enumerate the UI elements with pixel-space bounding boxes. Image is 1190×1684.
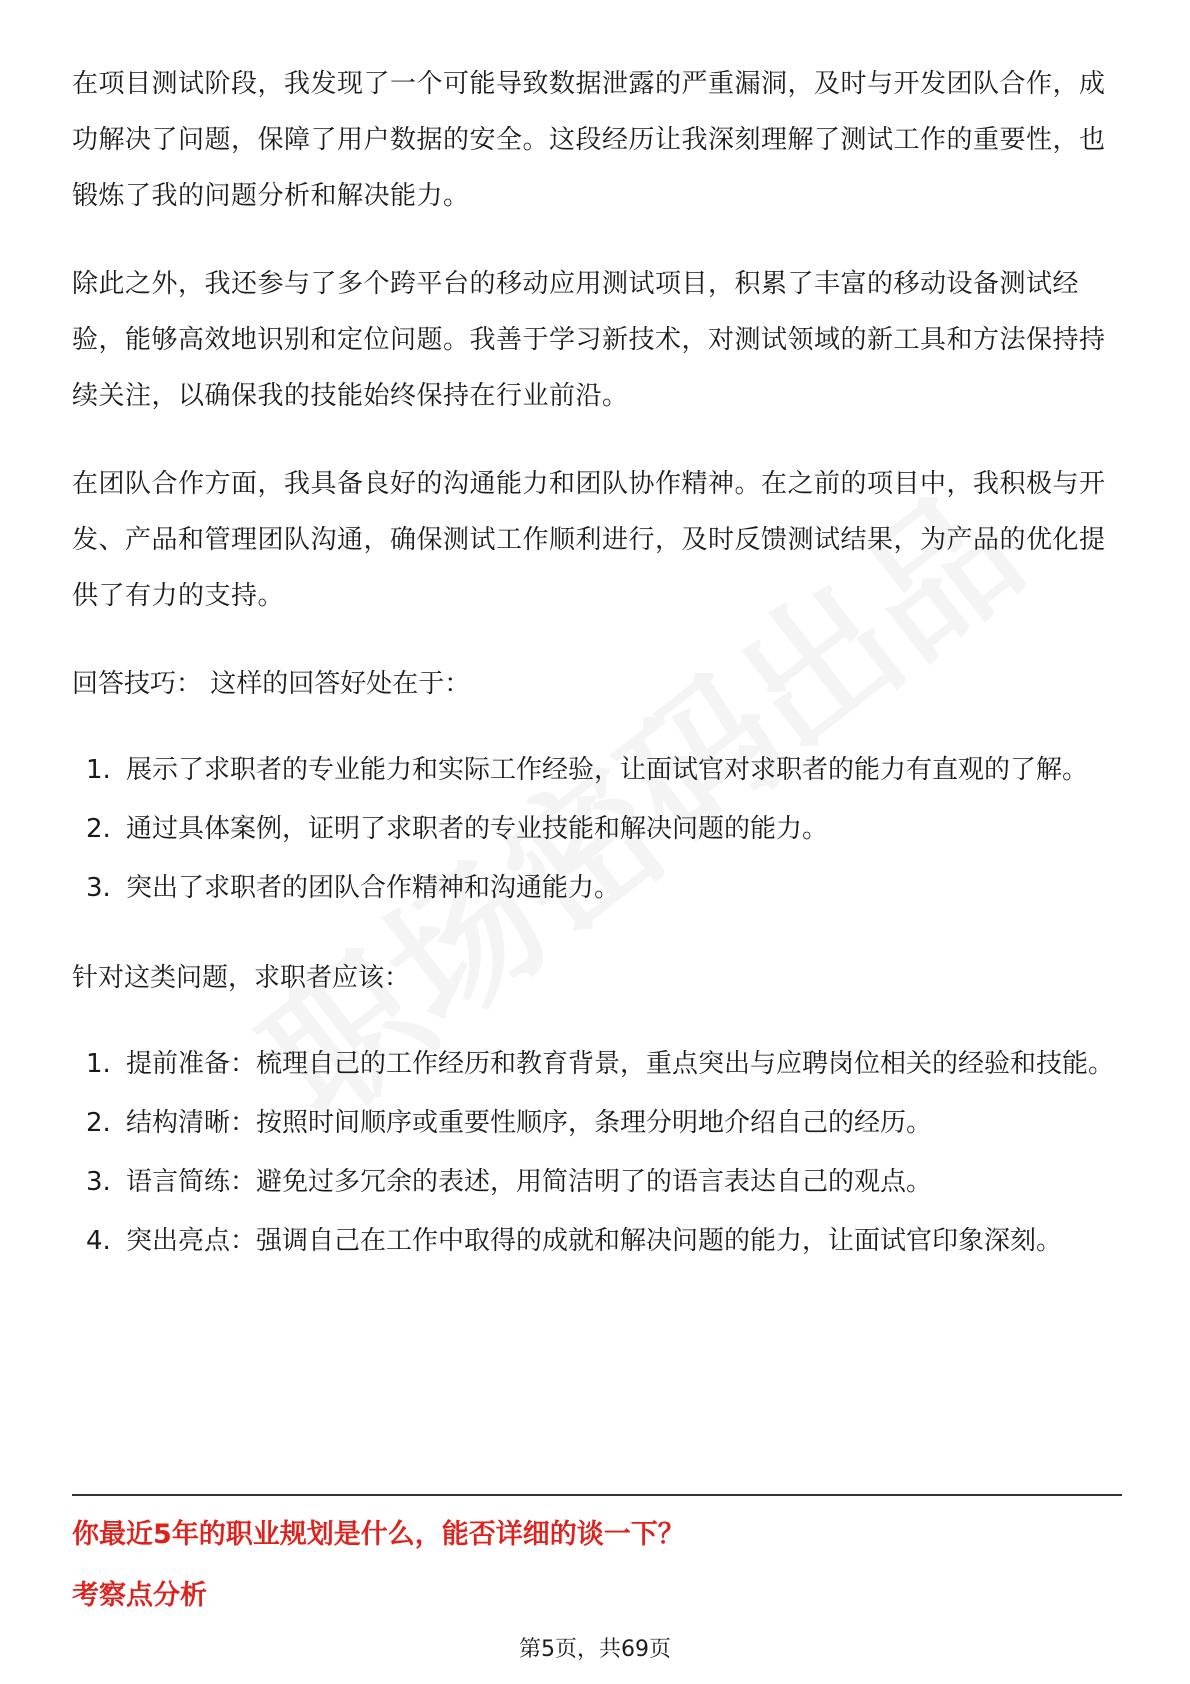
list-item-text: 语言简练：避免过多冗余的表述，用简洁明了的语言表达自己的观点。 xyxy=(126,1167,933,1197)
paragraph-2: 除此之外，我还参与了多个跨平台的移动应用测试项目，积累了丰富的移动设备测试经验，能够高效地识别和定位问题。我善于学习新技术，对测试领域的新工具和方法保持持续关注，以确保我的技能始终保持在行业前沿。 xyxy=(72,269,1106,411)
section-divider xyxy=(72,1494,1122,1496)
list-item xyxy=(72,742,1122,798)
list-item xyxy=(72,1095,1122,1151)
list-item-text: 突出亮点：强调自己在工作中取得的成就和解决问题的能力，让面试官印象深刻。 xyxy=(126,1226,1063,1256)
list-item xyxy=(72,1213,1122,1269)
tips-list xyxy=(72,742,1122,916)
analysis-heading: 考察点分析 xyxy=(72,1580,207,1611)
question-heading: 你最近5年的职业规划是什么，能否详细的谈一下？ xyxy=(72,1519,685,1550)
list-item-text: 提前准备：梳理自己的工作经历和教育背景，重点突出与应聘岗位相关的经验和技能。 xyxy=(126,1049,1115,1079)
document-body xyxy=(72,56,1122,1303)
list-item xyxy=(72,860,1122,916)
list-item xyxy=(72,801,1122,857)
advice-heading: 针对这类问题，求职者应该： xyxy=(72,963,411,993)
list-item xyxy=(72,1036,1122,1092)
list-number: 1. xyxy=(86,1049,111,1079)
list-item-text: 突出了求职者的团队合作精神和沟通能力。 xyxy=(126,873,621,903)
list-number: 1. xyxy=(86,755,111,785)
list-item xyxy=(72,1154,1122,1210)
paragraph-1: 在项目测试阶段，我发现了一个可能导致数据泄露的严重漏洞，及时与开发团队合作，成功解决了问题，保障了用户数据的安全。这段经历让我深刻理解了测试工作的重要性，也锻炼了我的问题分析和解决能力。 xyxy=(72,69,1106,211)
list-number: 2. xyxy=(86,814,111,844)
list-item-text: 结构清晰：按照时间顺序或重要性顺序，条理分明地介绍自己的经历。 xyxy=(126,1108,933,1138)
tips-heading: 回答技巧： 这样的回答好处在于： xyxy=(72,669,471,699)
advice-list xyxy=(72,1036,1122,1269)
list-item-text: 通过具体案例，证明了求职者的专业技能和解决问题的能力。 xyxy=(126,814,829,844)
list-number: 2. xyxy=(86,1108,111,1138)
list-number: 3. xyxy=(86,1167,111,1197)
list-number: 3. xyxy=(86,873,111,903)
list-item-text: 展示了求职者的专业能力和实际工作经验，让面试官对求职者的能力有直观的了解。 xyxy=(126,755,1089,785)
list-number: 4. xyxy=(86,1226,111,1256)
page-number: 第5页，共69页 xyxy=(519,1637,671,1662)
paragraph-3: 在团队合作方面，我具备良好的沟通能力和团队协作精神。在之前的项目中，我积极与开发、产品和管理团队沟通，确保测试工作顺利进行，及时反馈测试结果，为产品的优化提供了有力的支持。 xyxy=(72,469,1106,611)
